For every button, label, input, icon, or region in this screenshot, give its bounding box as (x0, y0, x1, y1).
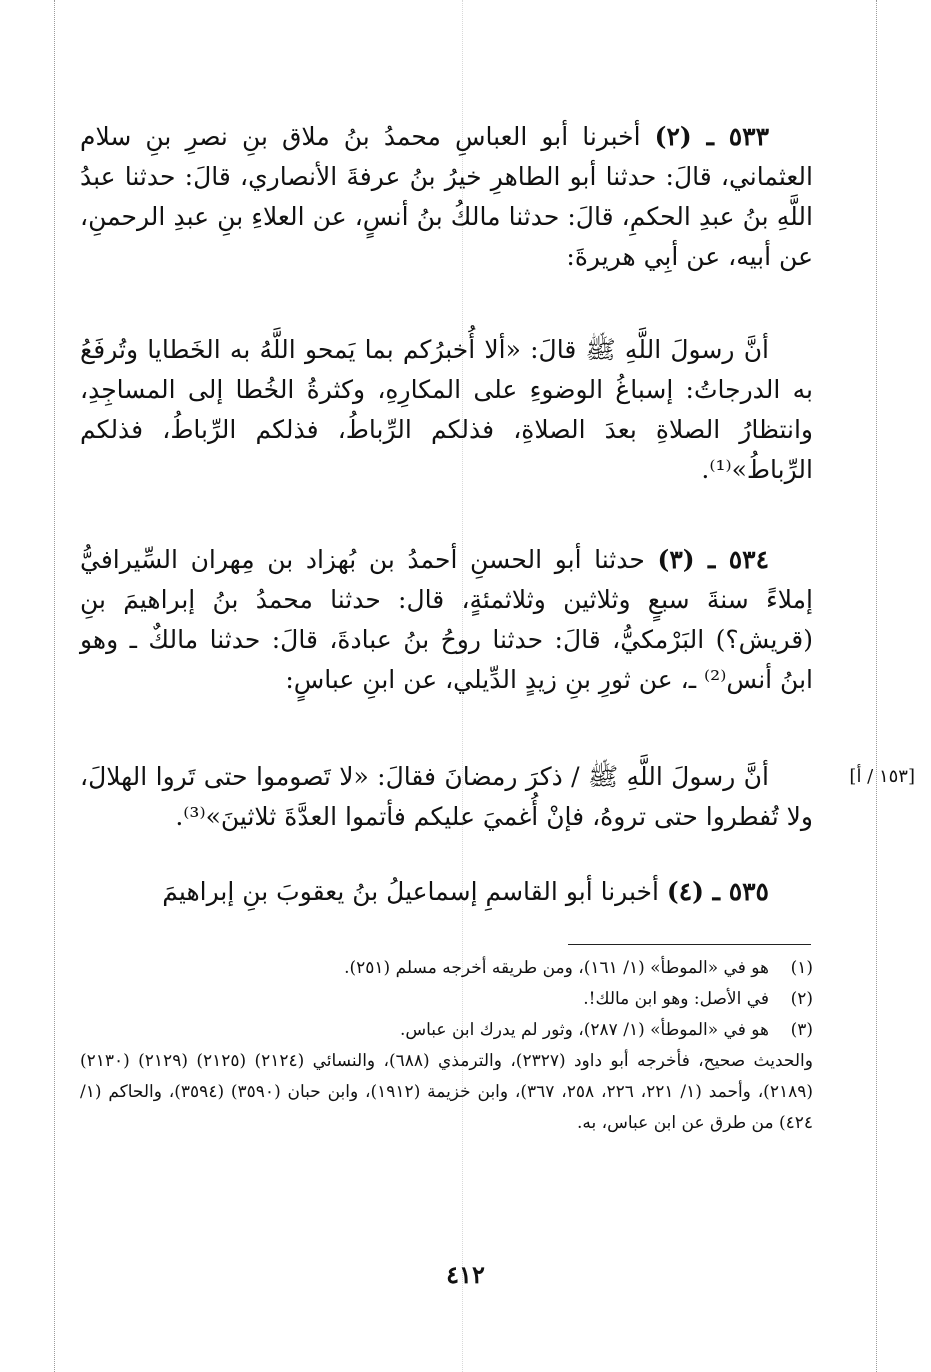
paragraph-text: حدثنا أبو الحسنِ أحمدُ بن بُهزاد بن مِهران السِّيرافيُّ إملاءً سنةَ سبعٍ وثلاثين وثلاثمئةٍ، قال: حدثنا محمدُ بنُ إبراهيمَ بنِ (قريش؟) البَرْمكيُّ، قالَ: حدثنا روحُ بنُ عبادةَ، قالَ: حدثنا مالكٌ ـ وهو ابنُ أنس⁽²⁾ ـ، عن ثورِ بنِ زيدٍ الدِّيلي، عن ابنِ عباسٍ: (80, 545, 813, 694)
hadith-534-text (80, 757, 813, 837)
footnote-mark: (٢) (790, 989, 813, 1009)
manuscript-folio-marker: [١٥٣ / أ] (849, 766, 915, 787)
footnote-text: هو في «الموطأ» (١/ ١٦١)، ومن طريقه أخرجه مسلم (٢٥١). (344, 958, 769, 978)
footnote (80, 984, 813, 1015)
page-number: ٤١٢ (446, 1260, 485, 1289)
footnote-text: هو في «الموطأ» (١/ ٢٨٧)، وثور لم يدرك ابن عباس. (399, 1020, 769, 1040)
footnote-text: في الأصل: وهو ابن مالك!. (583, 989, 769, 1009)
footnote-text: والحديث صحيح، فأخرجه أبو داود (٢٣٢٧)، والترمذي (٦٨٨)، والنسائي (٢١٢٤) (٢١٢٥) (٢١٢٩) (٢١٣٠) (٢١٨٩)، وأحمد (١/ ٢٢١، ٢٢٦، ٢٥٨، ٣٦٧)، وابن خزيمة (١٩١٢)، وابن حبان (٣٥٩٠) (٣٥٩٤)، والحاكم (١/ ٤٢٤) من طرق عن ابن عباس، به. (80, 1051, 813, 1133)
footnote-mark: (٣) (790, 1020, 813, 1040)
footnote-continuation (80, 1046, 813, 1139)
footnote-mark: (١) (790, 958, 813, 978)
hadith-533-text (80, 330, 813, 490)
footnotes (80, 953, 813, 1139)
page-edge-left (54, 0, 55, 1372)
page-edge-right (876, 0, 877, 1372)
hadith-number: ٥٣٤ ـ (٣) (657, 545, 770, 574)
hadith-number: ٥٣٣ ـ (٢) (654, 122, 770, 151)
footnote-separator (568, 944, 811, 945)
paragraph-text: أخبرنا أبو العباسِ محمدُ بنُ ملاق بنِ نصرِ بنِ سلام العثماني، قالَ: حدثنا أبو الطاهرِ خيرُ بنُ عرفةَ الأنصاري، قالَ: حدثنا عبدُ اللَّهِ بنُ عبدِ الحكمِ، قالَ: حدثنا مالكُ بنُ أنسٍ، عن العلاءِ بنِ عبدِ الرحمنِ، عن أبيه، عن أبِي هريرةَ: (80, 122, 813, 271)
paragraph-text: أنَّ رسولَ اللَّهِ ﷺ قالَ: «ألا أُخبرُكم بما يَمحو اللَّهُ به الخَطايا وتُرفَعُ به الدرجاتُ: إسباغُ الوضوءِ على المكارِهِ، وكثرةُ الخُطا إلى المساجِدِ، وانتظارُ الصلاةِ بعدَ الصلاةِ، فذلكم الرِّباطُ، فذلكم الرِّباطُ، فذلكم الرِّباطُ»⁽¹⁾. (80, 335, 813, 484)
hadith-535-chain (80, 872, 813, 912)
paragraph-text: أخبرنا أبو القاسمِ إسماعيلُ بنُ يعقوبَ بنِ إبراهيمَ (162, 877, 659, 906)
paragraph-text: أنَّ رسولَ اللَّهِ ﷺ / ذكرَ رمضانَ فقالَ: «لا تَصوموا حتى تَروا الهلالَ، ولا تُفطروا حتى تروهُ، فإنْ أُغميَ عليكم فأتموا العدَّةَ ثلاثينَ»⁽³⁾. (80, 762, 813, 831)
hadith-533-chain (80, 117, 813, 277)
footnote (80, 953, 813, 984)
hadith-534-chain (80, 540, 813, 700)
hadith-number: ٥٣٥ ـ (٤) (666, 877, 769, 906)
footnote (80, 1015, 813, 1046)
